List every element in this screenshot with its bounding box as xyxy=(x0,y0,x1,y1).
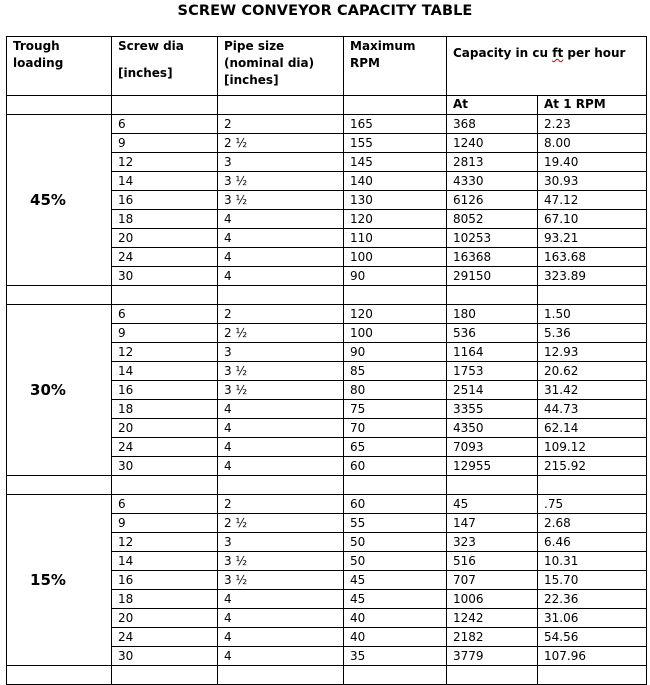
cell-screw-dia: 30 xyxy=(112,457,218,476)
cell-pipe-size: 3 ½ xyxy=(218,381,344,400)
cell-pipe-size: 4 xyxy=(218,609,344,628)
cell-capacity-at: 368 xyxy=(447,115,538,134)
cell-capacity-at: 2514 xyxy=(447,381,538,400)
cell-capacity-at-1-rpm: 93.21 xyxy=(538,229,647,248)
cell-capacity-at: 1753 xyxy=(447,362,538,381)
cell-max-rpm: 85 xyxy=(344,362,447,381)
cell-max-rpm: 45 xyxy=(344,590,447,609)
cell-screw-dia: 18 xyxy=(112,590,218,609)
cell-max-rpm: 65 xyxy=(344,438,447,457)
cell-screw-dia: 9 xyxy=(112,324,218,343)
cell-max-rpm: 165 xyxy=(344,115,447,134)
cell-pipe-size: 4 xyxy=(218,457,344,476)
cell-screw-dia: 20 xyxy=(112,229,218,248)
cell-screw-dia: 24 xyxy=(112,248,218,267)
trough-loading-value: 30% xyxy=(7,305,112,476)
cell-pipe-size: 4 xyxy=(218,647,344,666)
cell-capacity-at: 707 xyxy=(447,571,538,590)
cell-capacity-at: 147 xyxy=(447,514,538,533)
header-rpm-line1: Maximum xyxy=(350,39,416,53)
cell-max-rpm: 70 xyxy=(344,419,447,438)
cell-pipe-size: 3 xyxy=(218,153,344,172)
cell-max-rpm: 45 xyxy=(344,571,447,590)
header-row xyxy=(7,37,647,96)
cell-pipe-size: 4 xyxy=(218,248,344,267)
cell-capacity-at: 4330 xyxy=(447,172,538,191)
cell-capacity-at: 12955 xyxy=(447,457,538,476)
cell-capacity-at: 1240 xyxy=(447,134,538,153)
cell-max-rpm: 140 xyxy=(344,172,447,191)
cell-screw-dia: 9 xyxy=(112,134,218,153)
cell-pipe-size: 2 xyxy=(218,305,344,324)
cell-capacity-at-1-rpm: .75 xyxy=(538,495,647,514)
header-at: At xyxy=(447,96,538,115)
trough-loading-value: 45% xyxy=(7,115,112,286)
cell-capacity-at: 2813 xyxy=(447,153,538,172)
capacity-table xyxy=(6,36,647,685)
cell-capacity-at: 6126 xyxy=(447,191,538,210)
cell-capacity-at: 1242 xyxy=(447,609,538,628)
cell-max-rpm: 120 xyxy=(344,210,447,229)
cell-screw-dia: 14 xyxy=(112,552,218,571)
cell-capacity-at-1-rpm: 67.10 xyxy=(538,210,647,229)
header-pipe-line1: Pipe size xyxy=(224,39,285,53)
cell-capacity-at: 3779 xyxy=(447,647,538,666)
cell-max-rpm: 100 xyxy=(344,324,447,343)
cell-capacity-at-1-rpm: 15.70 xyxy=(538,571,647,590)
cell-screw-dia: 24 xyxy=(112,438,218,457)
cell-capacity-at: 45 xyxy=(447,495,538,514)
cell-max-rpm: 35 xyxy=(344,647,447,666)
cell-capacity-at: 29150 xyxy=(447,267,538,286)
cell-max-rpm: 130 xyxy=(344,191,447,210)
cell-capacity-at: 1164 xyxy=(447,343,538,362)
cell-screw-dia: 6 xyxy=(112,305,218,324)
cell-pipe-size: 2 ½ xyxy=(218,134,344,153)
cell-capacity-at-1-rpm: 62.14 xyxy=(538,419,647,438)
cell-capacity-at: 1006 xyxy=(447,590,538,609)
cell-pipe-size: 3 ½ xyxy=(218,552,344,571)
trough-loading-value: 15% xyxy=(7,495,112,666)
cell-pipe-size: 4 xyxy=(218,210,344,229)
cell-capacity-at-1-rpm: 1.50 xyxy=(538,305,647,324)
cell-screw-dia: 14 xyxy=(112,362,218,381)
cell-capacity-at-1-rpm: 109.12 xyxy=(538,438,647,457)
cell-pipe-size: 3 xyxy=(218,343,344,362)
cell-capacity-at: 7093 xyxy=(447,438,538,457)
cell-capacity-at-1-rpm: 5.36 xyxy=(538,324,647,343)
cell-capacity-at-1-rpm: 2.68 xyxy=(538,514,647,533)
header-pipe-size xyxy=(218,37,344,96)
header-at-1-rpm: At 1 RPM xyxy=(538,96,647,115)
cell-capacity-at-1-rpm: 47.12 xyxy=(538,191,647,210)
cell-max-rpm: 40 xyxy=(344,628,447,647)
cell-capacity-at: 536 xyxy=(447,324,538,343)
cell-max-rpm: 75 xyxy=(344,400,447,419)
cell-max-rpm: 110 xyxy=(344,229,447,248)
header-capacity xyxy=(447,37,647,96)
cell-pipe-size: 4 xyxy=(218,438,344,457)
cell-max-rpm: 120 xyxy=(344,305,447,324)
cell-max-rpm: 50 xyxy=(344,533,447,552)
cell-pipe-size: 4 xyxy=(218,229,344,248)
cell-max-rpm: 145 xyxy=(344,153,447,172)
table-row xyxy=(7,115,647,134)
cell-max-rpm: 155 xyxy=(344,134,447,153)
header-pipe-line3: [inches] xyxy=(224,73,279,87)
blank-row xyxy=(7,476,647,495)
cell-screw-dia: 24 xyxy=(112,628,218,647)
cell-screw-dia: 20 xyxy=(112,419,218,438)
cell-pipe-size: 3 ½ xyxy=(218,172,344,191)
cell-screw-dia: 14 xyxy=(112,172,218,191)
cell-pipe-size: 2 ½ xyxy=(218,514,344,533)
header-screw-dia xyxy=(112,37,218,96)
cell-capacity-at-1-rpm: 6.46 xyxy=(538,533,647,552)
cell-screw-dia: 16 xyxy=(112,191,218,210)
cell-capacity-at-1-rpm: 30.93 xyxy=(538,172,647,191)
cell-screw-dia: 20 xyxy=(112,609,218,628)
cell-pipe-size: 4 xyxy=(218,400,344,419)
cell-capacity-at: 16368 xyxy=(447,248,538,267)
cell-capacity-at: 10253 xyxy=(447,229,538,248)
cell-max-rpm: 90 xyxy=(344,267,447,286)
cell-capacity-at-1-rpm: 323.89 xyxy=(538,267,647,286)
cell-capacity-at-1-rpm: 163.68 xyxy=(538,248,647,267)
header-capacity-ft: ft xyxy=(552,46,564,60)
subheader-row xyxy=(7,96,647,115)
cell-screw-dia: 18 xyxy=(112,210,218,229)
cell-pipe-size: 3 ½ xyxy=(218,191,344,210)
cell-capacity-at-1-rpm: 19.40 xyxy=(538,153,647,172)
cell-max-rpm: 60 xyxy=(344,495,447,514)
cell-capacity-at-1-rpm: 20.62 xyxy=(538,362,647,381)
header-screw-line2: [inches] xyxy=(118,66,173,80)
cell-pipe-size: 2 ½ xyxy=(218,324,344,343)
cell-capacity-at: 8052 xyxy=(447,210,538,229)
cell-max-rpm: 55 xyxy=(344,514,447,533)
cell-screw-dia: 16 xyxy=(112,571,218,590)
cell-capacity-at: 4350 xyxy=(447,419,538,438)
cell-capacity-at-1-rpm: 10.31 xyxy=(538,552,647,571)
cell-max-rpm: 80 xyxy=(344,381,447,400)
header-rpm-line2: RPM xyxy=(350,56,380,70)
cell-pipe-size: 4 xyxy=(218,628,344,647)
cell-pipe-size: 4 xyxy=(218,419,344,438)
cell-capacity-at-1-rpm: 2.23 xyxy=(538,115,647,134)
cell-capacity-at-1-rpm: 8.00 xyxy=(538,134,647,153)
cell-screw-dia: 12 xyxy=(112,343,218,362)
cell-pipe-size: 2 xyxy=(218,495,344,514)
cell-screw-dia: 18 xyxy=(112,400,218,419)
cell-screw-dia: 6 xyxy=(112,115,218,134)
table-row xyxy=(7,495,647,514)
cell-capacity-at-1-rpm: 22.36 xyxy=(538,590,647,609)
cell-pipe-size: 3 ½ xyxy=(218,362,344,381)
cell-pipe-size: 4 xyxy=(218,590,344,609)
header-trough-line1: Trough xyxy=(13,39,60,53)
cell-capacity-at-1-rpm: 31.06 xyxy=(538,609,647,628)
cell-screw-dia: 30 xyxy=(112,267,218,286)
cell-max-rpm: 50 xyxy=(344,552,447,571)
header-capacity-post: per hour xyxy=(563,46,626,60)
cell-capacity-at-1-rpm: 12.93 xyxy=(538,343,647,362)
header-capacity-pre: Capacity in cu xyxy=(453,46,553,60)
cell-capacity-at-1-rpm: 215.92 xyxy=(538,457,647,476)
cell-capacity-at-1-rpm: 31.42 xyxy=(538,381,647,400)
cell-screw-dia: 16 xyxy=(112,381,218,400)
cell-capacity-at: 3355 xyxy=(447,400,538,419)
header-trough-line2: loading xyxy=(13,56,64,70)
cell-pipe-size: 2 xyxy=(218,115,344,134)
cell-max-rpm: 100 xyxy=(344,248,447,267)
blank-row xyxy=(7,286,647,305)
cell-pipe-size: 4 xyxy=(218,267,344,286)
table-body xyxy=(7,115,647,685)
cell-capacity-at: 323 xyxy=(447,533,538,552)
header-max-rpm xyxy=(344,37,447,96)
header-pipe-line2: (nominal dia) xyxy=(224,56,315,70)
cell-max-rpm: 60 xyxy=(344,457,447,476)
cell-capacity-at-1-rpm: 54.56 xyxy=(538,628,647,647)
cell-pipe-size: 3 ½ xyxy=(218,571,344,590)
cell-screw-dia: 9 xyxy=(112,514,218,533)
header-screw-line1: Screw dia xyxy=(118,39,184,53)
page-title: SCREW CONVEYOR CAPACITY TABLE xyxy=(177,3,473,19)
cell-max-rpm: 40 xyxy=(344,609,447,628)
cell-capacity-at-1-rpm: 107.96 xyxy=(538,647,647,666)
cell-capacity-at-1-rpm: 44.73 xyxy=(538,400,647,419)
cell-capacity-at: 180 xyxy=(447,305,538,324)
cell-screw-dia: 12 xyxy=(112,533,218,552)
cell-capacity-at: 2182 xyxy=(447,628,538,647)
cell-pipe-size: 3 xyxy=(218,533,344,552)
cell-screw-dia: 6 xyxy=(112,495,218,514)
header-trough-loading xyxy=(7,37,112,96)
cell-capacity-at: 516 xyxy=(447,552,538,571)
cell-screw-dia: 30 xyxy=(112,647,218,666)
cell-screw-dia: 12 xyxy=(112,153,218,172)
table-row xyxy=(7,305,647,324)
blank-row xyxy=(7,666,647,685)
cell-max-rpm: 90 xyxy=(344,343,447,362)
